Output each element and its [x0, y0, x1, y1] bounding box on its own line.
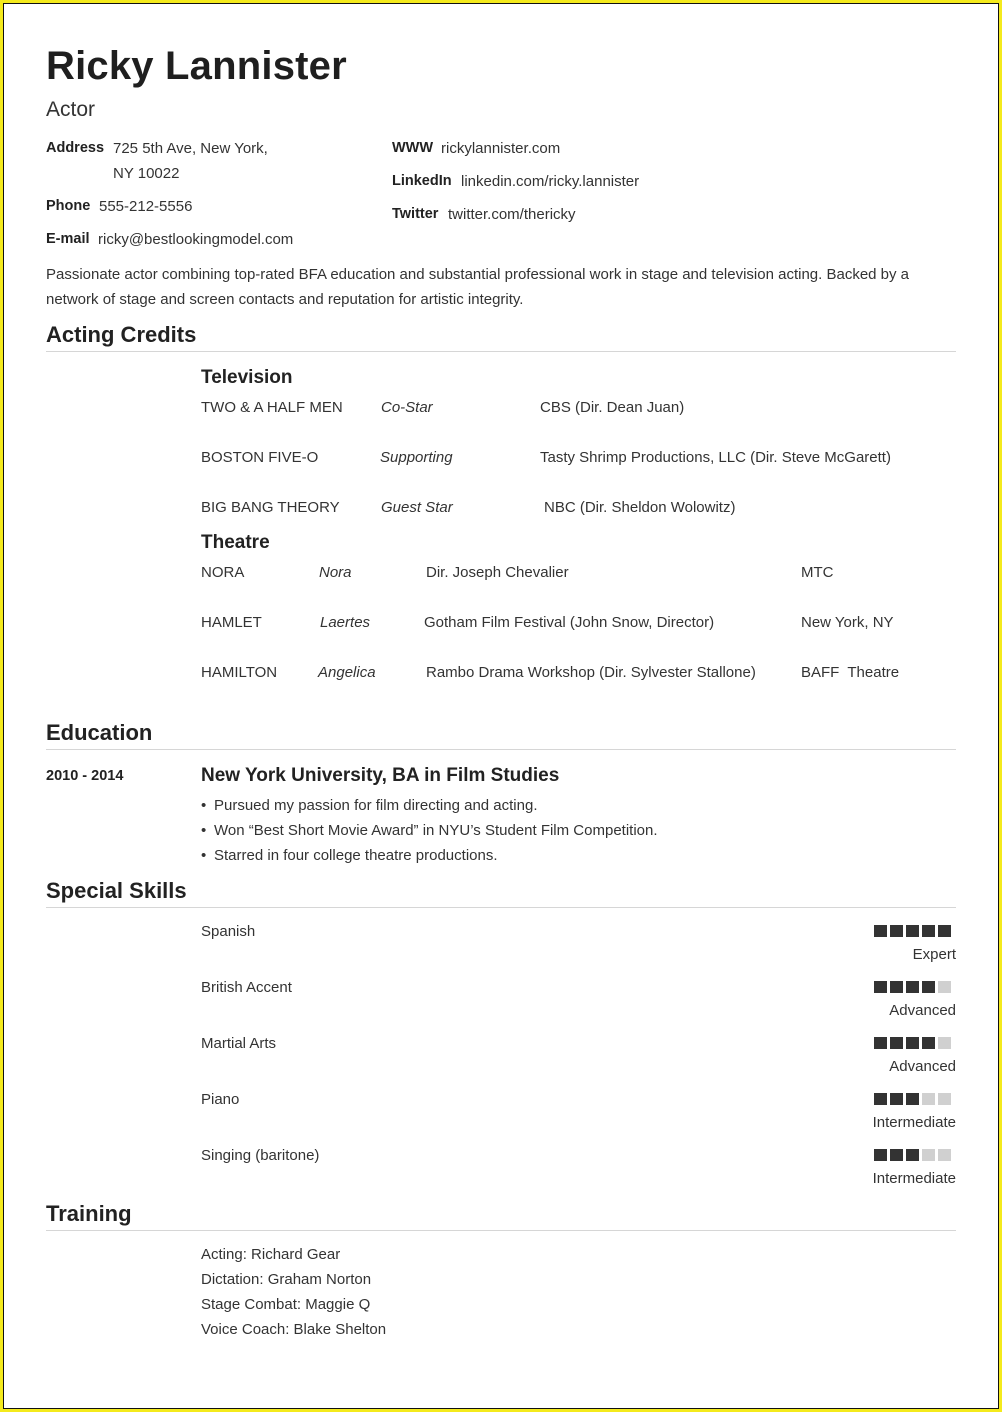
rating-empty-icon	[922, 1093, 935, 1105]
rating-filled-icon	[922, 925, 935, 937]
skill-name: British Accent	[201, 979, 292, 996]
candidate-name: Ricky Lannister	[46, 44, 347, 88]
section-title-training: Training	[46, 1201, 132, 1226]
credit-company: NBC (Dir. Sheldon Wolowitz)	[544, 499, 736, 516]
section-divider	[46, 749, 956, 750]
credit-company: Rambo Drama Workshop (Dir. Sylvester Stallone)	[426, 664, 756, 681]
list-item: Voice Coach: Blake Shelton	[201, 1321, 387, 1338]
linkedin-label: LinkedIn	[392, 173, 452, 189]
credit-show: BOSTON FIVE-O	[201, 449, 319, 466]
rating-filled-icon	[906, 1037, 919, 1049]
skill-level: Advanced	[889, 1002, 956, 1019]
skill-name: Martial Arts	[201, 1035, 277, 1052]
skill-level: Advanced	[889, 1058, 956, 1075]
credit-role: Guest Star	[381, 499, 453, 516]
list-item: • Pursued my passion for film directing and acting.	[201, 797, 538, 814]
twitter-label: Twitter	[392, 206, 439, 222]
credit-show: NORA	[201, 564, 245, 581]
rating-filled-icon	[906, 1093, 919, 1105]
list-item: • Starred in four college theatre productions.	[201, 847, 498, 864]
www-link[interactable]: rickylannister.com	[441, 140, 561, 157]
section-title-acting-credits: Acting Credits	[46, 322, 197, 347]
credit-show: HAMLET	[201, 614, 262, 631]
list-item: • Won “Best Short Movie Award” in NYU’s Student Film Competition.	[201, 822, 658, 839]
subsection-theatre: Theatre	[201, 532, 270, 553]
section-divider	[46, 1230, 956, 1231]
credit-company: Dir. Joseph Chevalier	[426, 564, 569, 581]
rating-filled-icon	[890, 1037, 903, 1049]
skill-rating	[874, 925, 951, 937]
skill-rating	[874, 1093, 951, 1105]
rating-filled-icon	[890, 1093, 903, 1105]
rating-filled-icon	[890, 981, 903, 993]
section-divider	[46, 907, 956, 908]
section-title-education: Education	[46, 720, 153, 745]
rating-filled-icon	[890, 925, 903, 937]
credit-show: TWO & A HALF MEN	[201, 399, 343, 416]
address-label: Address	[46, 140, 105, 156]
list-item: Stage Combat: Maggie Q	[201, 1296, 371, 1313]
rating-filled-icon	[906, 1149, 919, 1161]
skill-name: Singing (baritone)	[201, 1147, 320, 1164]
skill-level: Expert	[912, 946, 956, 963]
credit-role: Co-Star	[381, 399, 433, 416]
credit-venue: BAFF Theatre	[801, 664, 900, 681]
skill-level: Intermediate	[872, 1170, 956, 1187]
credit-role: Laertes	[320, 614, 371, 631]
credit-show: HAMILTON	[201, 664, 278, 681]
rating-filled-icon	[890, 1149, 903, 1161]
rating-empty-icon	[938, 1093, 951, 1105]
candidate-role: Actor	[46, 98, 96, 121]
twitter-link[interactable]: twitter.com/thericky	[448, 206, 576, 223]
rating-filled-icon	[874, 1149, 887, 1161]
rating-filled-icon	[874, 1093, 887, 1105]
rating-empty-icon	[938, 981, 951, 993]
rating-empty-icon	[938, 1149, 951, 1161]
email-label: E-mail	[46, 231, 90, 247]
credit-venue: MTC	[801, 564, 834, 581]
profile-summary: Passionate actor combining top-rated BFA education and substantial professional work in stage and television acting. Backed by a network of stage and screen contacts and reputation for artistic integrity.	[46, 266, 910, 308]
rating-empty-icon	[938, 1037, 951, 1049]
email-value[interactable]: ricky@bestlookingmodel.com	[98, 231, 294, 248]
rating-filled-icon	[874, 925, 887, 937]
credit-venue: New York, NY	[801, 614, 894, 631]
rating-filled-icon	[938, 925, 951, 937]
linkedin-link[interactable]: linkedin.com/ricky.lannister	[461, 173, 640, 190]
rating-empty-icon	[922, 1149, 935, 1161]
rating-filled-icon	[874, 981, 887, 993]
credit-show: BIG BANG THEORY	[201, 499, 340, 516]
rating-filled-icon	[906, 981, 919, 993]
skill-rating	[874, 981, 951, 993]
skill-name: Spanish	[201, 923, 256, 940]
section-divider	[46, 351, 956, 352]
credit-role: Supporting	[380, 449, 453, 466]
rating-filled-icon	[922, 981, 935, 993]
skill-level: Intermediate	[872, 1114, 956, 1131]
credit-company: CBS (Dir. Dean Juan)	[540, 399, 685, 416]
subsection-television: Television	[201, 367, 293, 388]
credit-company: Tasty Shrimp Productions, LLC (Dir. Steve McGarett)	[540, 449, 891, 466]
phone-value: 555-212-5556	[99, 198, 193, 215]
credit-company: Gotham Film Festival (John Snow, Director)	[424, 614, 715, 631]
address-line1: 725 5th Ave, New York,	[113, 140, 268, 157]
address-line2: NY 10022	[113, 165, 180, 182]
rating-filled-icon	[874, 1037, 887, 1049]
education-dates: 2010 - 2014	[46, 768, 124, 784]
list-item: Acting: Richard Gear	[201, 1246, 341, 1263]
credit-role: Angelica	[318, 664, 376, 681]
section-title-special-skills: Special Skills	[46, 878, 187, 903]
credit-role: Nora	[319, 564, 352, 581]
skill-rating	[874, 1037, 951, 1049]
education-degree: New York University, BA in Film Studies	[201, 765, 560, 786]
skill-rating	[874, 1149, 951, 1161]
rating-filled-icon	[922, 1037, 935, 1049]
rating-filled-icon	[906, 925, 919, 937]
skill-name: Piano	[201, 1091, 240, 1108]
phone-label: Phone	[46, 198, 91, 214]
www-label: WWW	[392, 140, 434, 156]
list-item: Dictation: Graham Norton	[201, 1271, 372, 1288]
